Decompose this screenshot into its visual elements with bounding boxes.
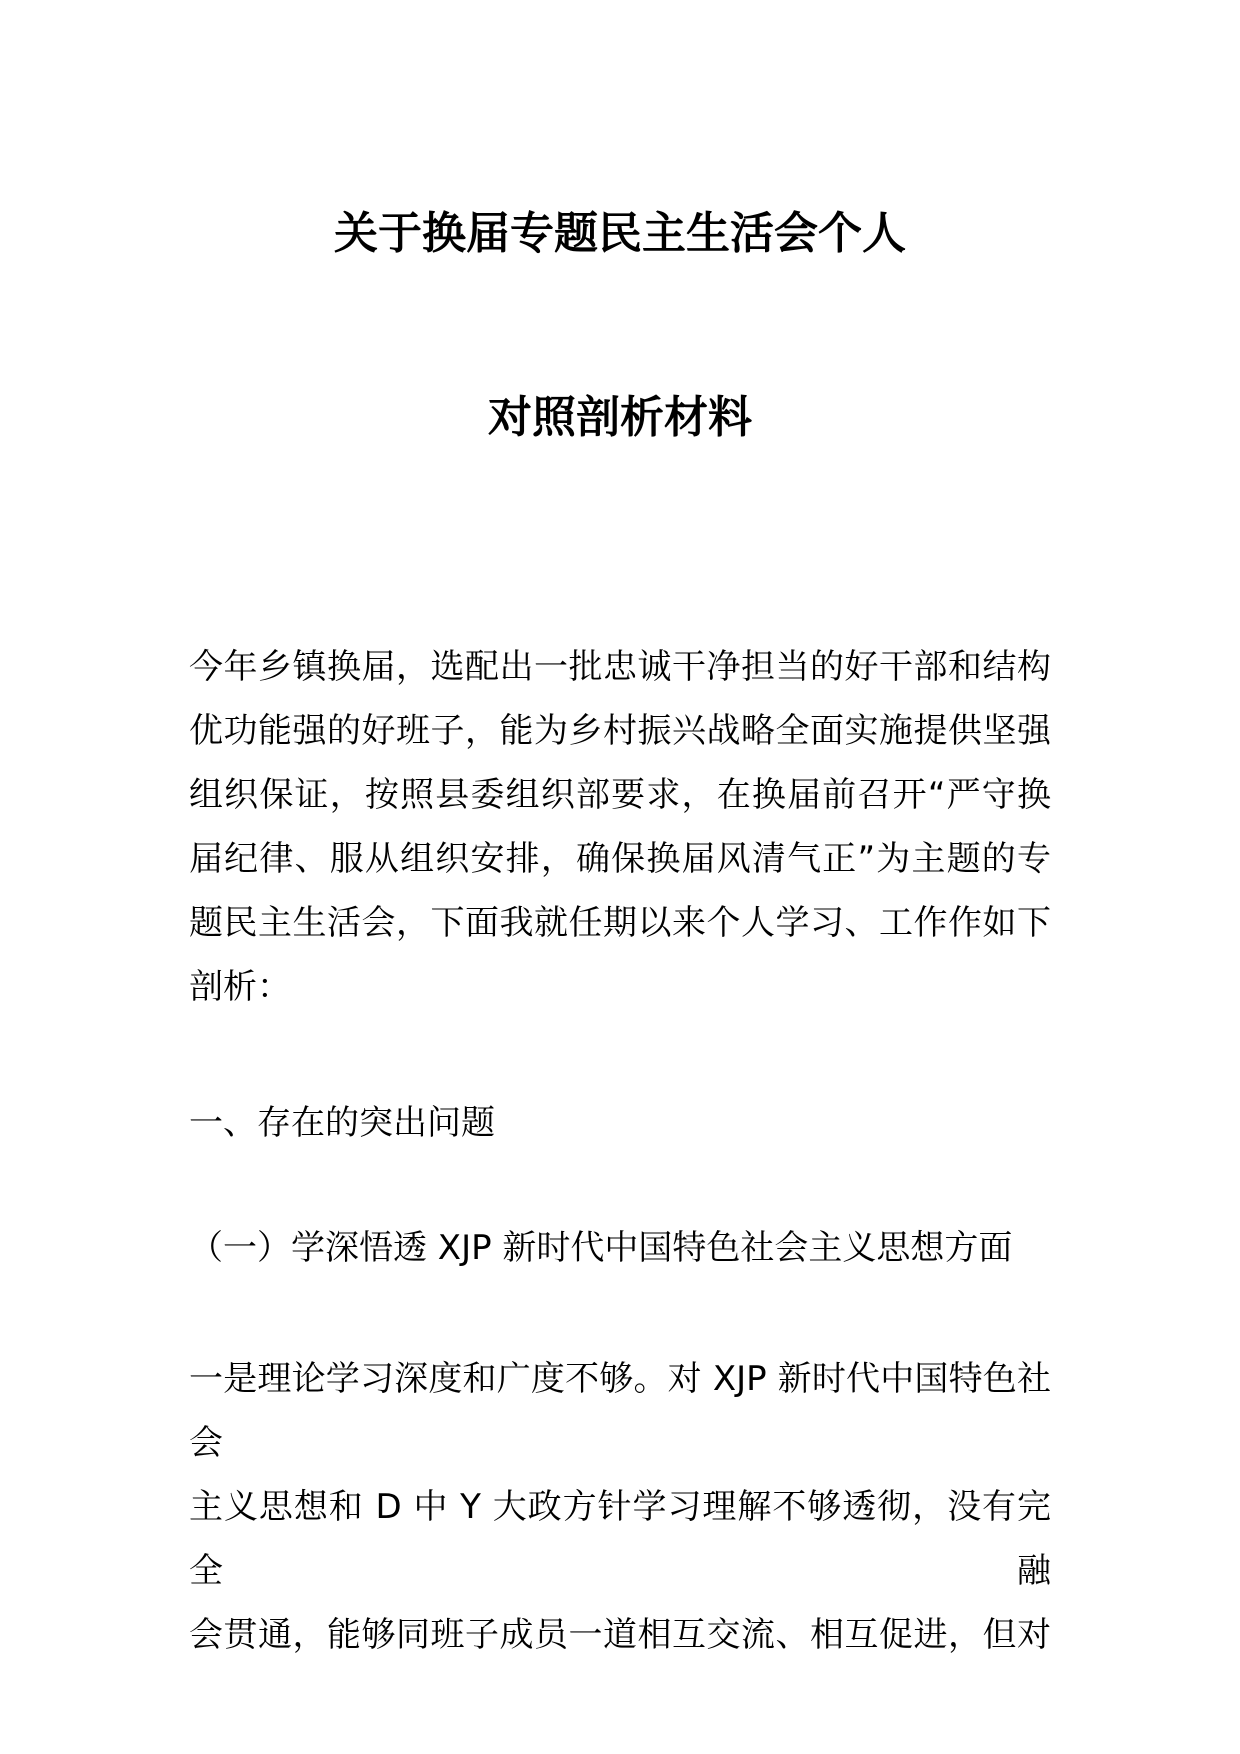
paragraph-line: 会贯通，能够同班子成员一道相互交流、相互促进，但对 — [189, 1615, 1051, 1655]
body-paragraph — [189, 1347, 1051, 1667]
paragraph-line: 一是理论学习深度和广度不够。对 XJP 新时代中国特色社会 — [189, 1359, 1051, 1463]
section-heading: 一、存在的突出问题 — [189, 1103, 495, 1143]
document-title-line-1: 关于换届专题民主生活会个人 — [334, 208, 906, 259]
intro-paragraph — [189, 635, 1051, 1019]
intro-line: 组织保证，按照县委组织部要求，在换届前召开“严守换 — [189, 775, 1051, 815]
paragraph-line: 主义思想和 D 中 Y 大政方针学习理解不够透彻，没有完全融 — [189, 1487, 1051, 1591]
intro-line: 题民主生活会，下面我就任期以来个人学习、工作作如下 — [189, 903, 1051, 943]
intro-line: 今年乡镇换届，选配出一批忠诚干净担当的好干部和结构 — [189, 647, 1051, 687]
intro-line: 优功能强的好班子，能为乡村振兴战略全面实施提供坚强 — [189, 711, 1051, 751]
document-title-line-2: 对照剖析材料 — [488, 392, 752, 443]
intro-line: 届纪律、服从组织安排，确保换届风清气正”为主题的专 — [189, 839, 1051, 879]
intro-line: 剖析： — [189, 967, 291, 1007]
subsection-heading: （一）学深悟透 XJP 新时代中国特色社会主义思想方面 — [189, 1228, 1013, 1268]
